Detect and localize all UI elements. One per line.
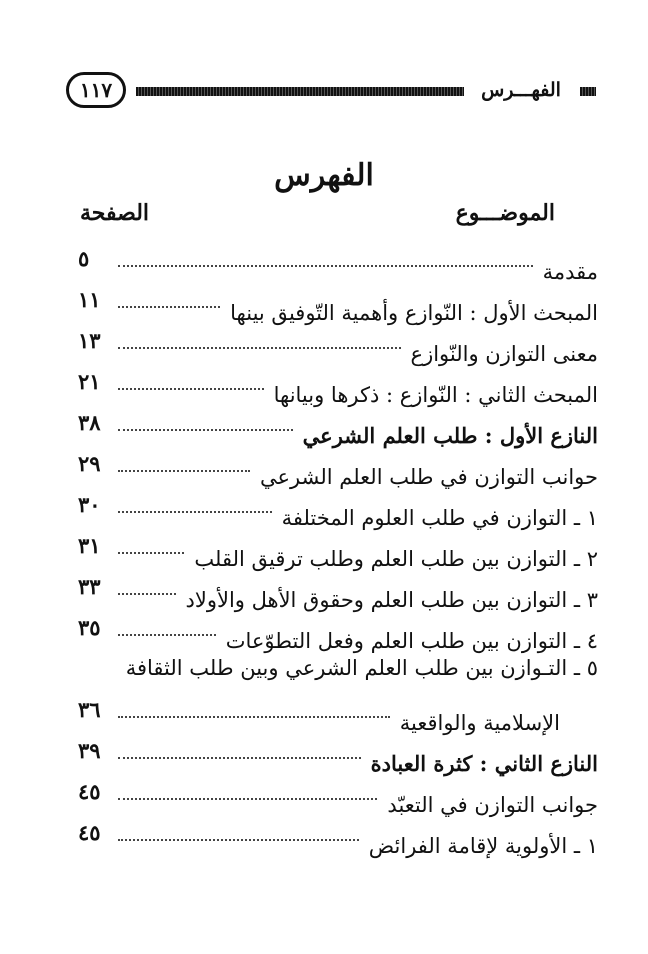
toc-entry-text: مقدمة xyxy=(542,260,598,284)
toc-entry-page: ٢١ xyxy=(78,361,118,402)
toc-entry-text: ٢ ـ التوازن بين طلب العلم وطلب ترقيق القلب xyxy=(194,547,598,571)
toc-entry xyxy=(78,566,598,612)
leader-dots xyxy=(78,771,381,812)
toc-section-entry xyxy=(78,730,598,776)
header-rule xyxy=(136,87,464,96)
toc-entry xyxy=(78,443,598,489)
toc-entry-text: المبحث الأول : النّوازع وأهمية التّوفيق بينها xyxy=(230,301,598,325)
toc-entry-text: ١ ـ الأولوية لإقامة الفرائض xyxy=(368,834,598,858)
toc-entry-page: ٣٣ xyxy=(78,566,118,607)
page-column-header: الصفحة xyxy=(80,200,150,226)
header-mark xyxy=(580,87,596,96)
running-title: الفهـــرس xyxy=(481,79,561,101)
toc-list xyxy=(78,238,598,858)
toc-entry-page: ٥ xyxy=(78,238,118,279)
toc-entry-text: ٤ ـ التوازن بين طلب العلم وفعل التطوّعات xyxy=(225,629,598,653)
toc-entry-text: معنى التوازن والنّوازع xyxy=(410,342,598,366)
toc-entry-text: النازع الثاني : كثرة العبادة xyxy=(370,751,598,776)
leader-dots xyxy=(78,320,405,361)
toc-entry xyxy=(78,238,598,284)
toc-entry-text: الإسلامية والواقعية xyxy=(399,711,560,735)
toc-entry xyxy=(78,484,598,530)
toc-entry xyxy=(78,279,598,325)
toc-entry-text: النازع الأول : طلب العلم الشرعي xyxy=(302,423,598,448)
leader-dots xyxy=(78,238,537,279)
toc-section-entry xyxy=(78,402,598,448)
column-headers xyxy=(80,200,595,236)
running-header xyxy=(66,70,604,114)
toc-entry-text: ٣ ـ التوازن بين طلب العلم وحقوق الأهل والأولاد xyxy=(185,588,598,612)
toc-entry-page: ٣٦ xyxy=(78,689,118,730)
toc-entry-text: حوانب التوازن في طلب العلم الشرعي xyxy=(259,465,598,489)
toc-entry-text: ٥ ـ التـوازن بين طلب العلم الشرعي وبين طلب الثقافة xyxy=(125,656,598,680)
toc-entry xyxy=(78,361,598,407)
toc-entry-page: ٣٠ xyxy=(78,484,118,525)
toc-entry-page: ٤٥ xyxy=(78,812,118,853)
toc-entry-page: ٣٨ xyxy=(78,402,118,443)
leader-dots xyxy=(78,812,363,853)
toc-entry-page: ٤٥ xyxy=(78,771,118,812)
toc-entry-text: جوانب التوازن في التعبّد xyxy=(387,793,598,817)
toc-entry xyxy=(78,525,598,571)
toc-entry-text: ١ ـ التوازن في طلب العلوم المختلفة xyxy=(281,506,598,530)
toc-entry-page: ٣٥ xyxy=(78,607,118,648)
toc-entry xyxy=(78,812,598,858)
toc-entry-page: ٣١ xyxy=(78,525,118,566)
toc-title: الفهرس xyxy=(274,158,374,193)
toc-entry xyxy=(78,607,598,653)
toc-entry-continuation xyxy=(78,689,598,735)
toc-entry-page: ١١ xyxy=(78,279,118,320)
toc-entry-text: المبحث الثاني : النّوازع : ذكرها وبيانها xyxy=(273,383,598,407)
toc-entry xyxy=(78,771,598,817)
page-number: ١١٧ xyxy=(79,78,113,102)
topic-column-header: الموضـــوع xyxy=(455,200,555,226)
leader-dots xyxy=(78,689,394,730)
leader-dots xyxy=(78,730,365,771)
toc-entry-page: ٣٩ xyxy=(78,730,118,771)
page-number-badge xyxy=(66,72,126,108)
toc-entry xyxy=(78,320,598,366)
toc-entry-page: ١٣ xyxy=(78,320,118,361)
toc-entry-page: ٢٩ xyxy=(78,443,118,484)
toc-entry-first-line xyxy=(78,648,598,689)
